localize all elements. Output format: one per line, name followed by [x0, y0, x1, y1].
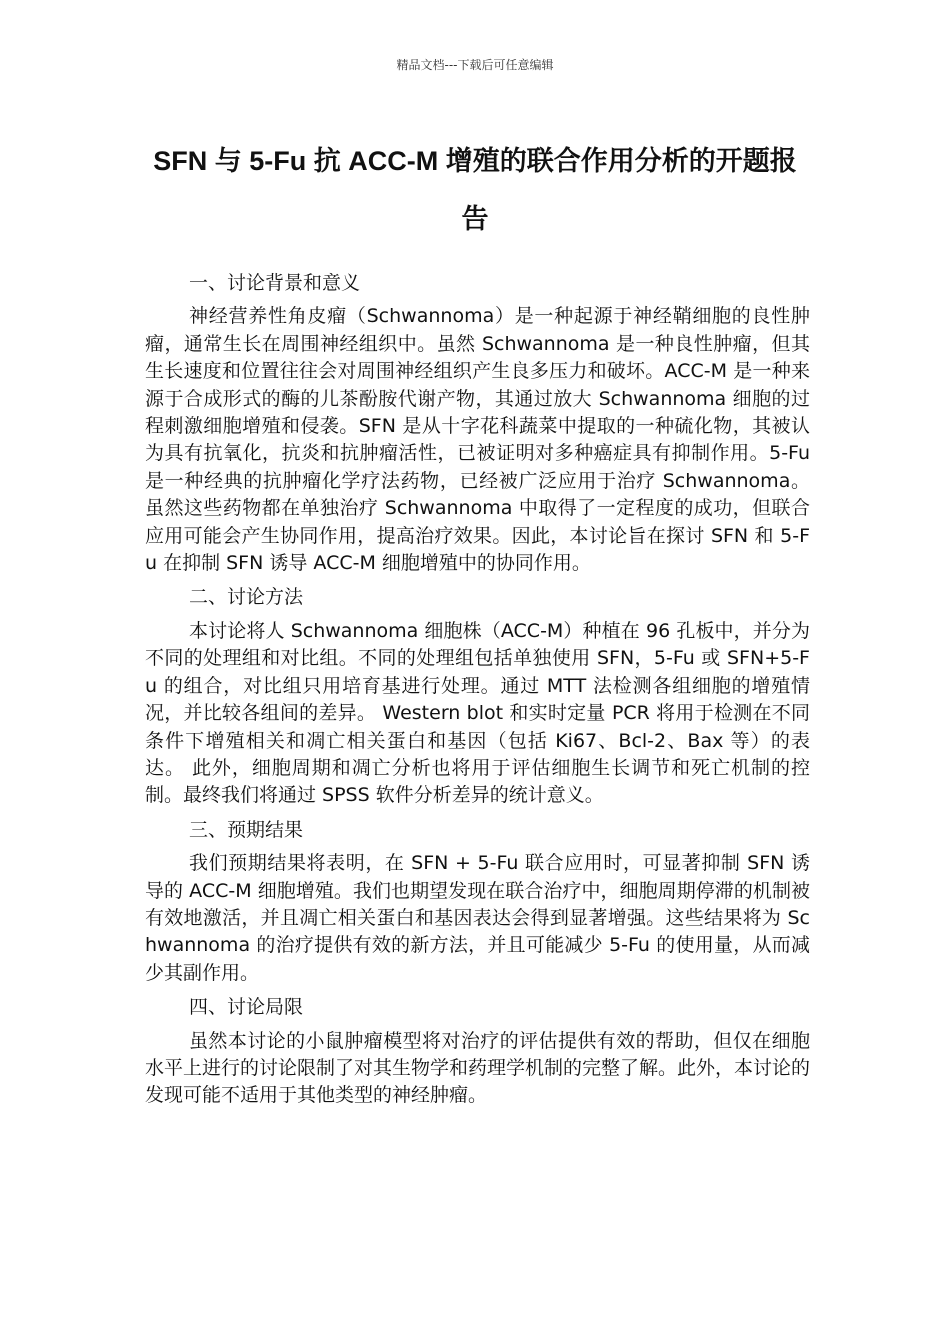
section-limitations: [145, 994, 810, 1110]
document-title: SFN 与 5-Fu 抗 ACC-M 增殖的联合作用分析的开题报告: [153, 146, 797, 234]
section-heading: 二、讨论方法: [189, 586, 304, 609]
section-paragraph: 本讨论将人 Schwannoma 细胞株（ACC-M）种植在 96 孔板中，并分为不同的处理组和对比组。不同的处理组包括单独使用 SFN，5-Fu 或 SFN+5-Fu 的组合，对比组只用培育基进行处理。通过 MTT 法检测各组细胞的增殖情况，并比较各组间的差异。 Western blot 和实时定量 PCR 将用于检测在不同条件下增殖相关和凋亡相关蛋白和基因（包括 Ki67、Bcl-2、Bax 等）的表达。 此外，细胞周期和凋亡分析也将用于评估细胞生长调节和死亡机制的控制。最终我们将通过 SPSS 软件分析差异的统计意义。: [145, 619, 810, 807]
section-methods: [145, 584, 810, 809]
section-paragraph: 神经营养性角皮瘤（Schwannoma）是一种起源于神经鞘细胞的良性肿瘤，通常生长在周围神经组织中。虽然 Schwannoma 是一种良性肿瘤，但其生长速度和位置往往会对周围神经组织产生良多压力和破坏。ACC-M 是一种来源于合成形式的酶的儿茶酚胺代谢产物，其通过放大 Schwannoma 细胞的过程刺激细胞增殖和侵袭。SFN 是从十字花科蔬菜中提取的一种硫化物，其被认为具有抗氧化，抗炎和抗肿瘤活性，已被证明对多种癌症具有抑制作用。5-Fu 是一种经典的抗肿瘤化学疗法药物，已经被广泛应用于治疗 Schwannoma。虽然这些药物都在单独治疗 Schwannoma 中取得了一定程度的成功，但联合应用可能会产生协同作用，提高治疗效果。因此，本讨论旨在探讨 SFN 和 5-Fu 在抑制 SFN 诱导 ACC-M 细胞增殖中的协同作用。: [145, 305, 810, 575]
page-header: 精品文档---下载后可任意编辑: [396, 58, 554, 72]
section-paragraph: 我们预期结果将表明，在 SFN + 5-Fu 联合应用时，可显著抑制 SFN 诱导的 ACC-M 细胞增殖。我们也期望发现在联合治疗中，细胞周期停滞的机制被有效地激活，并且凋亡相关蛋白和基因表达会得到显著增强。这些结果将为 Schwannoma 的治疗提供有效的新方法，并且可能减少 5-Fu 的使用量，从而减少其副作用。: [145, 852, 810, 984]
section-heading: 一、讨论背景和意义: [189, 272, 361, 294]
section-expected-results: [145, 817, 810, 987]
section-heading: 四、讨论局限: [189, 996, 304, 1019]
section-paragraph: 虽然本讨论的小鼠肿瘤模型将对治疗的评估提供有效的帮助，但仅在细胞水平上进行的讨论限制了对其生物学和药理学机制的完整了解。此外，本讨论的发现可能不适用于其他类型的神经肿瘤。: [145, 1029, 811, 1107]
document-body: [145, 270, 810, 1117]
section-heading: 三、预期结果: [189, 818, 304, 841]
section-background: [145, 270, 810, 577]
